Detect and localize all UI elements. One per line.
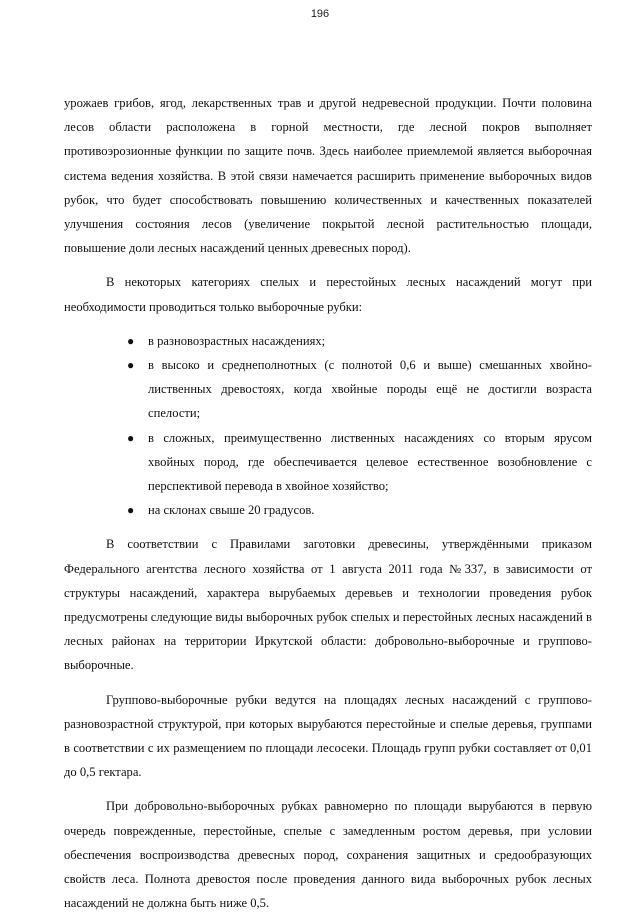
paragraph-3: В соответствии с Правилами заготовки древесины, утверждёнными приказом Федерального агентства лесного хозяйства от 1 августа 2011 года №337, в зависимости от структуры насаждений, характера вырубаемых деревьев и технологии проведения рубок предусмотрены следующие виды выборочных рубок спелых и перестойных лесных насаждений в лесных районах на территории Иркутской области: добровольно-выборочные и группово-выборочные. <box>64 537 592 673</box>
page-number: 196 <box>310 8 330 20</box>
list-item-text: на склонах свыше 20 градусов. <box>148 503 315 518</box>
paragraph-5: При добровольно-выборочных рубках равномерно по площади вырубаются в первую очередь поврежденные, перестойные, спелые с замедленным ростом деревья, при условии обеспечения воспроизводства древесных пород, сохранения защитных и средообразующих свойств леса. Полнота древостоя после проведения данного вида выборочных рубок лесных насаждений не должна быть ниже 0,5. <box>64 799 592 911</box>
bullet-list <box>64 329 592 523</box>
bullet-icon: ● <box>127 358 135 373</box>
list-item <box>64 353 592 426</box>
list-item-text: в разновозрастных насаждениях; <box>148 333 326 348</box>
bullet-icon: ● <box>127 430 135 445</box>
list-item-text: в высоко и среднеполнотных (с полнотой 0,6 и выше) смешанных хвойно-лиственных древостоях, когда хвойные породы ещё не достигли возраста спелости; <box>148 358 592 421</box>
paragraph-1: урожаев грибов, ягод, лекарственных трав и другой недревесной продукции. Почти половина лесов области расположена в горной местности, где лесной покров выполняет противоэрозионные функции по защите почв. Здесь наиболее приемлемой является выборочная система ведения хозяйства. В этой связи намечается расширить применение выборочных видов рубок, что будет способствовать повышению количественных и качественных показателей улучшения состояния лесов (увеличение покрытой лесной растительностью площади, повышение доли лесных насаждений ценных древесных пород). <box>64 96 592 256</box>
paragraph-4: Группово-выборочные рубки ведутся на площадях лесных насаждений с группово-разновозрастной структурой, при которых вырубаются перестойные и спелые деревья, группами в соответствии с их размещением по площади лесосеки. Площадь групп рубки составляет от 0,01 до 0,5 гектара. <box>64 692 592 780</box>
bullet-icon: ● <box>127 503 135 518</box>
list-item <box>64 498 592 522</box>
list-item <box>64 426 592 499</box>
bullet-icon: ● <box>127 333 135 348</box>
list-item <box>64 329 592 353</box>
document-body <box>64 91 592 916</box>
paragraph-2: В некоторых категориях спелых и перестойных лесных насаждений могут при необходимости проводиться только выборочные рубки: <box>64 275 592 314</box>
list-item-text: в сложных, преимущественно лиственных насаждениях со вторым ярусом хвойных пород, где обеспечивается целевое естественное возобновление с перспективой перевода в хвойное хозяйство; <box>148 430 592 494</box>
